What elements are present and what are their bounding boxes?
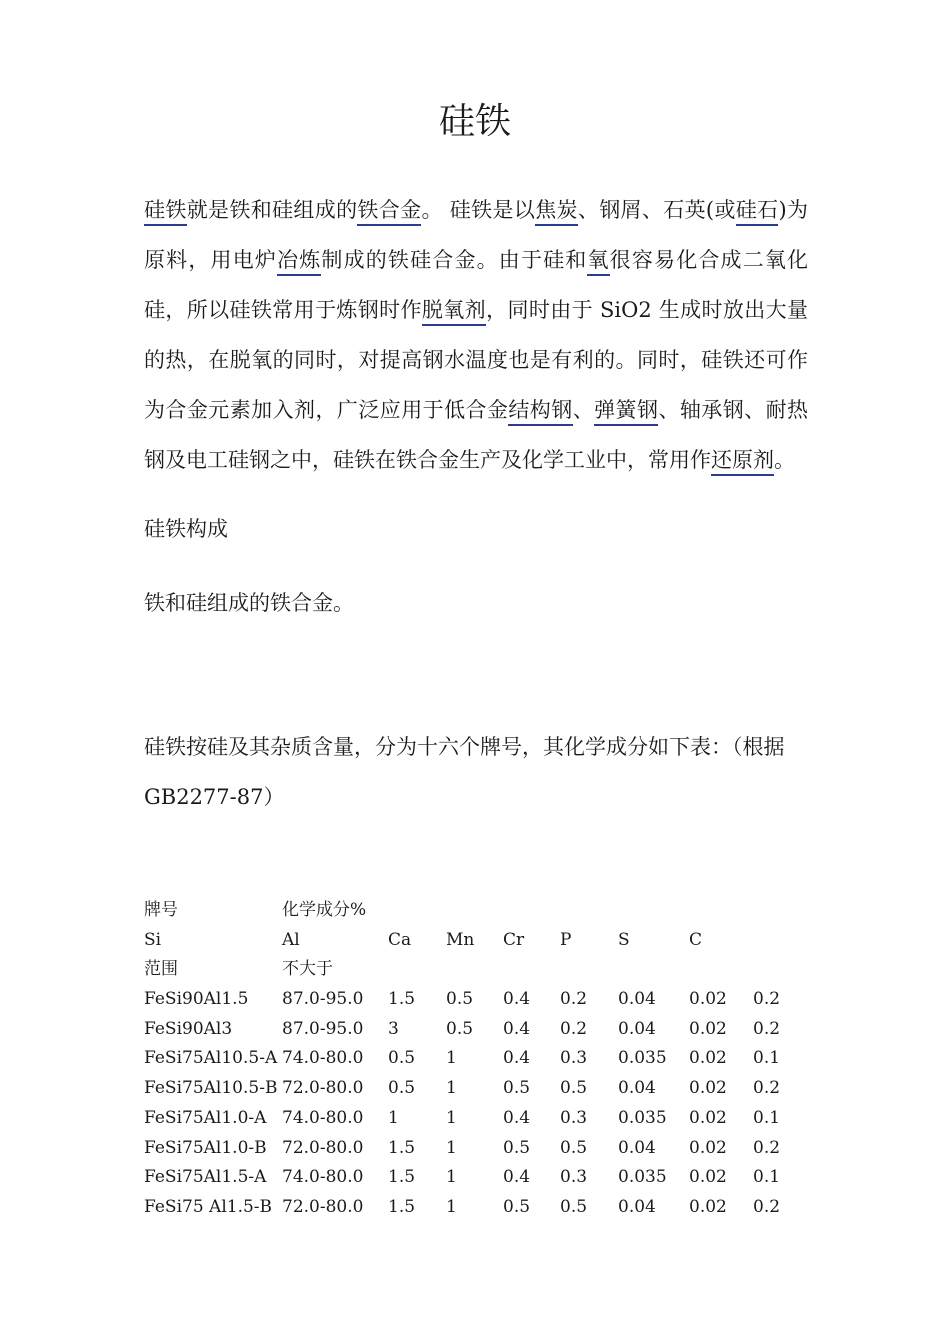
term-link[interactable]: 结构钢 <box>508 398 572 426</box>
table-cell: 1.5 <box>388 989 416 1010</box>
term-link[interactable]: 铁合金 <box>357 198 421 226</box>
table-cell: 0.035 <box>618 1167 667 1188</box>
table-cell: 1 <box>446 1078 457 1099</box>
intro-text: 很容易化合成二氧化硅，所以硅铁常用于炼钢时作 <box>144 248 809 322</box>
intro-text: 。 硅铁是以 <box>421 198 536 222</box>
table-cell: FeSi90Al3 <box>144 1018 233 1039</box>
term-link[interactable]: 硅石 <box>736 198 779 226</box>
table-cell: 0.5 <box>560 1078 588 1099</box>
table-cell: FeSi75Al1.5-A <box>144 1167 267 1188</box>
table-cell: 0.5 <box>388 1048 416 1069</box>
intro-text: 、钢屑、石英(或 <box>577 198 736 222</box>
term-link[interactable]: 焦炭 <box>535 198 578 226</box>
table-cell: C <box>689 929 703 950</box>
table-cell: 0.2 <box>560 989 588 1010</box>
table-cell: 3 <box>388 1018 399 1039</box>
section-heading: 硅铁构成 <box>144 517 228 541</box>
table-cell: 0.02 <box>689 1137 727 1158</box>
table-cell: 0.02 <box>689 989 727 1010</box>
table-cell: 化学成分% <box>282 900 367 920</box>
table-cell: 0.2 <box>753 989 781 1010</box>
table-cell: 0.4 <box>503 1167 531 1188</box>
table-cell: 0.1 <box>753 1048 781 1069</box>
table-cell: 牌号 <box>144 900 178 920</box>
table-cell: 1 <box>446 1137 457 1158</box>
intro-text: 、轴承钢、耐热钢及电工硅钢之中，硅铁在铁合金生产及化学工业中，常用作 <box>144 398 809 472</box>
table-cell: 1 <box>446 1196 457 1217</box>
table-cell: Si <box>144 929 162 950</box>
table-cell: 0.02 <box>689 1167 727 1188</box>
table-cell: 0.5 <box>560 1137 588 1158</box>
table-cell: 0.5 <box>446 1018 474 1039</box>
table-cell: Al <box>282 929 300 950</box>
table-cell: FeSi75Al1.0-B <box>144 1137 267 1158</box>
table-cell: 87.0-95.0 <box>282 989 364 1010</box>
table-cell: 0.1 <box>753 1167 781 1188</box>
intro-text: 。 <box>774 448 795 472</box>
intro-paragraph <box>144 185 808 485</box>
term-link[interactable]: 硅铁 <box>144 198 187 226</box>
table-cell: Mn <box>446 929 475 950</box>
table-cell: 74.0-80.0 <box>282 1107 364 1128</box>
table-cell: FeSi90Al1.5 <box>144 989 249 1010</box>
table-cell: 不大于 <box>282 959 333 980</box>
table-cell: Cr <box>503 929 525 950</box>
table-cell: 72.0-80.0 <box>282 1196 364 1217</box>
intro-text: )为原料，用电炉 <box>144 198 809 272</box>
table-cell: 0.04 <box>618 1137 656 1158</box>
table-cell: Ca <box>388 929 412 950</box>
table-cell: 0.2 <box>753 1078 781 1099</box>
term-link[interactable]: 氧 <box>587 248 609 276</box>
table-cell: FeSi75Al10.5-B <box>144 1078 278 1099</box>
table-cell: 0.02 <box>689 1048 727 1069</box>
table-cell: 1 <box>388 1107 399 1128</box>
table-cell: 0.3 <box>560 1167 588 1188</box>
table-cell: 0.5 <box>388 1078 416 1099</box>
table-cell: P <box>560 929 572 950</box>
table-cell: 72.0-80.0 <box>282 1078 364 1099</box>
table-cell: 0.4 <box>503 1018 531 1039</box>
table-cell: 0.02 <box>689 1196 727 1217</box>
table-cell: 72.0-80.0 <box>282 1137 364 1158</box>
intro-text: 制成的铁硅合金。由于硅和 <box>321 248 588 272</box>
table-cell: 0.5 <box>503 1196 531 1217</box>
term-link[interactable]: 还原剂 <box>711 448 774 476</box>
table-cell: 范围 <box>144 959 178 980</box>
table-cell: 0.5 <box>446 989 474 1010</box>
table-cell: FeSi75 Al1.5-B <box>144 1196 273 1217</box>
table-cell: 74.0-80.0 <box>282 1048 364 1069</box>
table-cell: 1 <box>446 1048 457 1069</box>
table-cell: FeSi75Al10.5-A <box>144 1048 278 1069</box>
table-cell: S <box>618 929 630 950</box>
table-cell: 0.04 <box>618 1078 656 1099</box>
table-cell: 1 <box>446 1167 457 1188</box>
intro-text: 、 <box>572 398 595 422</box>
intro-text: ，同时由于 SiO2 生成时放出大量的热，在脱氧的同时，对提高钢水温度也是有利的。同时，硅铁还可作为合金元素加入剂，广泛应用于低合金 <box>144 298 809 422</box>
section-text: 铁和硅组成的铁合金。 <box>144 591 354 615</box>
table-cell: 0.4 <box>503 989 531 1010</box>
table-cell: 0.2 <box>753 1018 781 1039</box>
table-cell: 87.0-95.0 <box>282 1018 364 1039</box>
table-cell: 0.4 <box>503 1107 531 1128</box>
table-cell: 0.2 <box>753 1137 781 1158</box>
table-cell: 0.5 <box>560 1196 588 1217</box>
table-cell: 0.04 <box>618 1018 656 1039</box>
table-cell: 0.2 <box>753 1196 781 1217</box>
table-cell: 0.4 <box>503 1048 531 1069</box>
table-cell: FeSi75Al1.0-A <box>144 1107 267 1128</box>
table-cell: 0.035 <box>618 1107 667 1128</box>
table-cell: 74.0-80.0 <box>282 1167 364 1188</box>
term-link[interactable]: 脱氧剂 <box>422 298 486 326</box>
table-cell: 0.02 <box>689 1107 727 1128</box>
table-cell: 1.5 <box>388 1137 416 1158</box>
table-cell: 0.1 <box>753 1107 781 1128</box>
table-cell: 1 <box>446 1107 457 1128</box>
table-cell: 0.02 <box>689 1078 727 1099</box>
page-title: 硅铁 <box>438 101 511 142</box>
table-cell: 0.5 <box>503 1137 531 1158</box>
term-link[interactable]: 弹簧钢 <box>594 398 658 426</box>
table-cell: 0.035 <box>618 1048 667 1069</box>
table-cell: 0.3 <box>560 1048 588 1069</box>
table-cell: 1.5 <box>388 1196 416 1217</box>
table-cell: 1.5 <box>388 1167 416 1188</box>
grades-intro: 硅铁按硅及其杂质含量，分为十六个牌号，其化学成分如下表：（根据 GB2277-87） <box>144 735 785 809</box>
table-cell: 0.04 <box>618 989 656 1010</box>
term-link[interactable]: 冶炼 <box>277 248 321 276</box>
table-cell: 0.02 <box>689 1018 727 1039</box>
table-cell: 0.04 <box>618 1196 656 1217</box>
table-cell: 0.2 <box>560 1018 588 1039</box>
intro-text: 就是铁和硅组成的 <box>186 198 358 222</box>
table-cell: 0.3 <box>560 1107 588 1128</box>
table-cell: 0.5 <box>503 1078 531 1099</box>
